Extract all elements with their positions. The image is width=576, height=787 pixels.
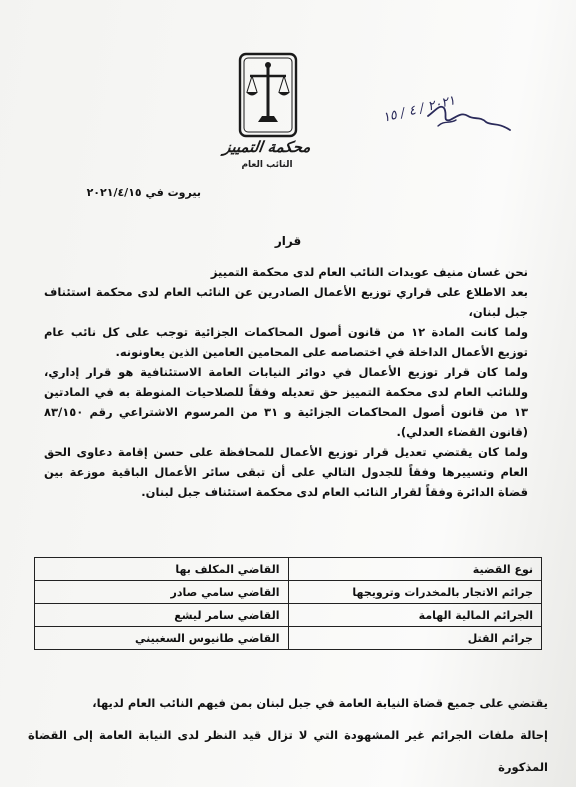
table-header-case-type: نوع القضية [288, 558, 542, 581]
paragraph: يقتضي على جميع قضاة النيابة العامة في جبل لبنان بمن فيهم النائب العام لديها، [92, 696, 548, 710]
table-row [35, 627, 542, 650]
table-header-judge: القاضي المكلف بها [35, 558, 289, 581]
table-row [35, 604, 542, 627]
date-line: بيروت في ٢٠٢١/٤/١٥ [86, 186, 201, 199]
table-cell: القاضي سامر ليشع [35, 604, 289, 627]
table-cell: جرائم القتل [288, 627, 542, 650]
table-cell: الجرائم المالية الهامة [288, 604, 542, 627]
court-name: محكمة التمييز [222, 138, 312, 156]
table-cell: جرائم الاتجار بالمخدرات وترويجها [288, 581, 542, 604]
paragraph: ولما كان قرار توزيع الأعمال في دوائر النيابات العامة الاستئنافية هو قرار إداري، وللنائب العام لدى محكمة التمييز حق تعديله وفقاً للصلاحيات المنوطة به في المادتين ١٣ من قانون أصول المحاكمات الجزائية و ٣١ من المرسوم الاشتراعي رقم ٨٣/١٥٠ (قانون القضاء العدلي). [44, 365, 528, 439]
table-header-row [35, 558, 542, 581]
decision-title: قرار [274, 234, 302, 248]
paragraph: ولما كان يقتضي تعديل قرار توزيع الأعمال للمحافظة على حسن إقامة دعاوى الحق العام وتسييرها وفقاً للجدول التالي على أن تبقى سائر الأعمال الباقية موزعة بين قضاة الدائرة وفقاً لقرار النائب العام لدى محكمة استئناف جبل لبنان. [44, 445, 528, 499]
handwritten-date: ٢٠٢١ / ٤ / ١٥ [381, 93, 457, 126]
decision-body [44, 262, 538, 502]
table-row [35, 581, 542, 604]
paragraph: إحالة ملفات الجرائم غير المشهودة التي لا تزال قيد النظر لدى النيابة العامة إلى القضاة المذكورة [28, 728, 548, 774]
table-cell: القاضي سامي صادر [35, 581, 289, 604]
scales-of-justice-emblem-icon [238, 52, 298, 138]
paragraph: نحن غسان منيف عويدات النائب العام لدى محكمة التمييز [210, 265, 528, 279]
paragraph: ولما كانت المادة ١٢ من قانون أصول المحاكمات الجزائية توجب على كل نائب عام توزيع الأعمال الداخلة في اختصاصه على المحامين العامين الذين يعاونونه. [44, 325, 529, 359]
assignment-table [34, 557, 542, 650]
table-cell: القاضي طانيوس السغبيني [35, 627, 289, 650]
court-subtitle: النائب العام [241, 160, 293, 170]
paragraph: بعد الاطلاع على قراري توزيع الأعمال الصادرين عن النائب العام لدى محكمة استئناف جبل لبنان، [44, 285, 528, 319]
footer-body [28, 687, 548, 783]
